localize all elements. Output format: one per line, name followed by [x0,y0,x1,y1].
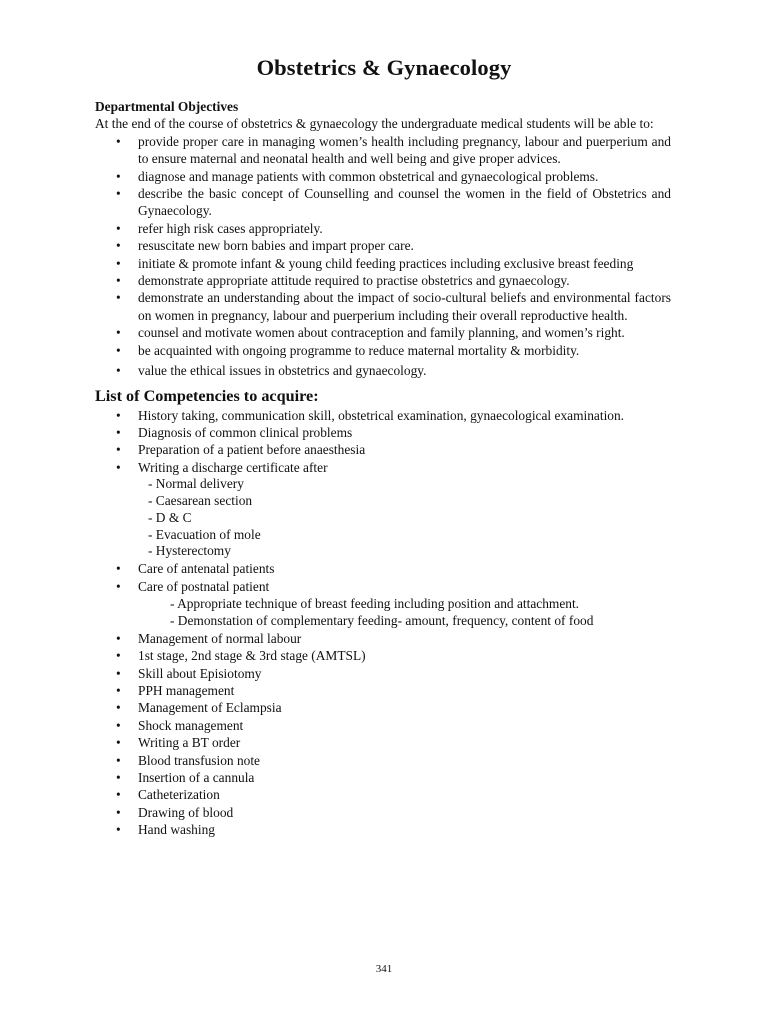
page-number: 341 [375,963,393,975]
competency-item: • Management of normal labour [95,630,671,647]
sub-item: - Hysterectomy [148,543,231,559]
objective-item: • value the ethical issues in obstetrics and gynaecology. [95,362,671,379]
competency-item: • PPH management [95,682,671,699]
objective-item: • demonstrate appropriate attitude required to practise obstetrics and gynaecology. [95,272,671,289]
objectives-list [95,133,671,380]
page-title: Obstetrics & Gynaecology [256,55,512,80]
sub-item: - Caesarean section [148,492,253,508]
competencies-list [95,407,671,839]
competency-item: • Diagnosis of common clinical problems [95,424,671,441]
sub-item: - Evacuation of mole [148,526,261,542]
postnatal-sublist [138,595,671,630]
sub-item: - Normal delivery [148,476,244,492]
competency-item: • Blood transfusion note [95,752,671,769]
objective-item: • initiate & promote infant & young child feeding practices including exclusive breast feeding [95,255,671,272]
competency-item: • History taking, communication skill, obstetrical examination, gynaecological examination. [95,407,671,424]
competency-item: • Skill about Episiotomy [95,665,671,682]
competency-item: • Preparation of a patient before anaesthesia [95,441,671,458]
competency-item-label: Care of postnatal patient [138,578,270,594]
document-body [95,98,671,839]
competency-item-discharge [95,459,671,560]
competency-item: • Drawing of blood [95,804,671,821]
sub-item: - D & C [148,509,192,525]
competency-item: • Insertion of a cannula [95,769,671,786]
objective-item: • describe the basic concept of Counselling and counsel the women in the field of Obstetrics and Gynaecology. [95,185,671,220]
objective-item: • refer high risk cases appropriately. [95,220,671,237]
objective-item: • be acquainted with ongoing programme to reduce maternal mortality & morbidity. [95,342,671,359]
competency-item: • Care of antenatal patients [95,560,671,577]
competency-item: • Writing a BT order [95,734,671,751]
competency-item-postnatal [95,578,671,630]
competency-item: • Management of Eclampsia [95,699,671,716]
competency-item: • Catheterization [95,786,671,803]
competency-item: • Hand washing [95,821,671,838]
sub-item: - Demonstation of complementary feeding- amount, frequency, content of food [170,613,594,629]
objective-item: • counsel and motivate women about contraception and family planning, and women’s right. [95,324,671,341]
objective-item: • demonstrate an understanding about the impact of socio-cultural beliefs and environmental factors on women in pregnancy, labour and puerperium including their overall reproductive health. [95,289,671,324]
competency-item: • 1st stage, 2nd stage & 3rd stage (AMTSL) [95,647,671,664]
competencies-heading: List of Competencies to acquire: [95,386,319,405]
objective-item: • provide proper care in managing women’s health including pregnancy, labour and puerperium and to ensure maternal and neonatal health and well being and give proper advices. [95,133,671,168]
objective-item: • resuscitate new born babies and impart proper care. [95,237,671,254]
competency-item: • Shock management [95,717,671,734]
discharge-sublist [138,476,671,560]
objectives-intro: At the end of the course of obstetrics & gynaecology the undergraduate medical students will be able to: [95,116,654,132]
competency-item-label: Writing a discharge certificate after [138,459,328,475]
objective-item: • diagnose and manage patients with common obstetrical and gynaecological problems. [95,168,671,185]
sub-item: - Appropriate technique of breast feeding including position and attachment. [170,595,580,611]
objectives-heading: Departmental Objectives [95,99,239,114]
